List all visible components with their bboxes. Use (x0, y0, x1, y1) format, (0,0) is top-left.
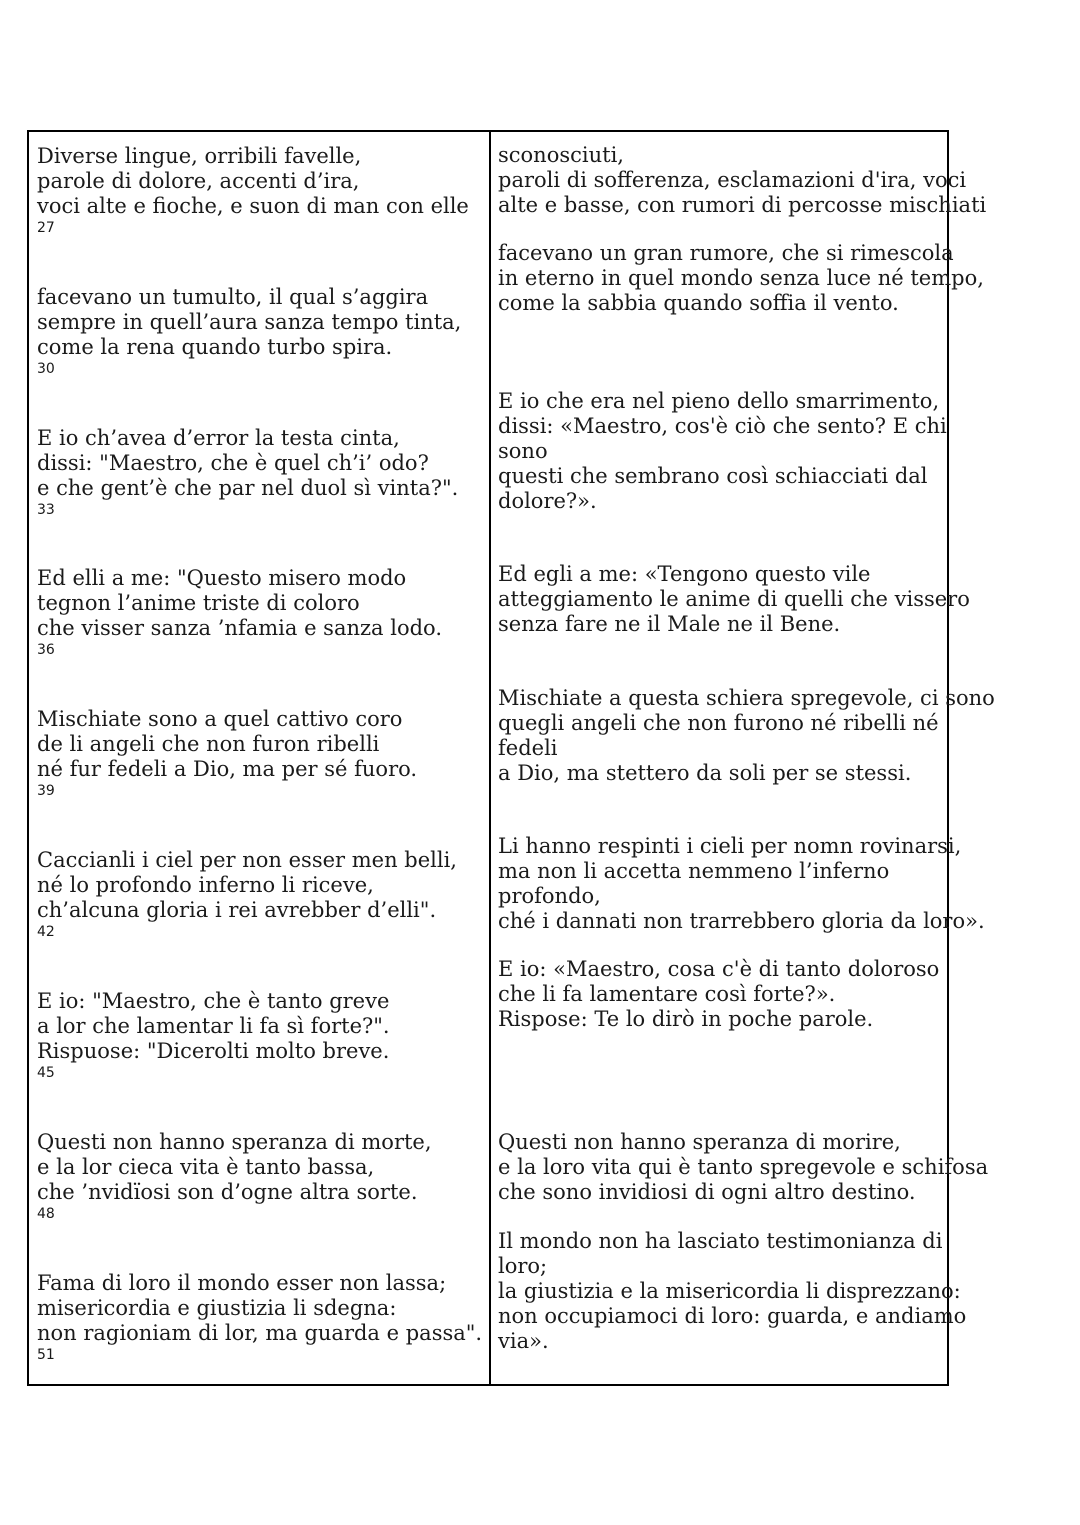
original-verse-line: Ed elli a me: "Questo misero modo (37, 566, 407, 590)
translation-stanza (498, 686, 995, 786)
translation-verse-line: dolore?». (498, 489, 597, 513)
original-verse-line: Caccianli i ciel per non esser men belli, (37, 848, 457, 872)
original-verse-line: sempre in quell’aura sanza tempo tinta, (37, 310, 462, 334)
verse-number: 27 (37, 220, 55, 236)
translation-verse-line: ché i dannati non trarrebbero gloria da loro». (498, 909, 985, 933)
translation-verse-line: Questi non hanno speranza di morire, (498, 1130, 901, 1154)
translation-column (498, 132, 995, 1384)
original-verse-line: ch’alcuna gloria i rei avrebber d’elli". (37, 898, 437, 922)
original-stanza (37, 707, 482, 800)
translation-verse-line: fedeli (498, 736, 558, 760)
original-stanza (37, 989, 482, 1082)
translation-verse-line: che sono invidiosi di ogni altro destino. (498, 1180, 916, 1204)
translation-verse-line: via». (498, 1329, 549, 1353)
translation-verse-line: dissi: «Maestro, cos'è ciò che sento? E chi (498, 414, 947, 438)
verse-number: 30 (37, 361, 55, 377)
original-verse-line: tegnon l’anime triste di coloro (37, 591, 360, 615)
original-verse-line: e che gent’è che par nel duol sì vinta?". (37, 476, 459, 500)
translation-verse-line: e la loro vita qui è tanto spregevole e schifosa (498, 1155, 989, 1179)
translation-verse-line: Il mondo non ha lasciato testimonianza di (498, 1229, 943, 1253)
translation-verse-line: Li hanno respinti i cieli per nomn rovinarsi, (498, 834, 962, 858)
translation-stanza (498, 1229, 967, 1354)
original-verse-line: Fama di loro il mondo esser non lassa; (37, 1271, 447, 1295)
translation-verse-line: ma non li accetta nemmeno l’inferno (498, 859, 890, 883)
translation-verse-line: Rispose: Te lo dirò in poche parole. (498, 1007, 874, 1031)
original-verse-line: misericordia e giustizia li sdegna: (37, 1296, 397, 1320)
original-text-column (37, 132, 482, 1384)
original-verse-line: come la rena quando turbo spira. (37, 335, 393, 359)
translation-stanza (498, 957, 943, 1032)
original-verse-line: dissi: "Maestro, che è quel ch’i’ odo? (37, 451, 429, 475)
column-divider (489, 132, 491, 1384)
translation-stanza (498, 241, 984, 316)
translation-verse-line: Ed egli a me: «Tengono questo vile (498, 562, 871, 586)
translation-verse-line: questi che sembrano così schiacciati dal (498, 464, 928, 488)
translation-verse-line: che li fa lamentare così forte?». (498, 982, 836, 1006)
original-verse-line: né lo profondo inferno li riceve, (37, 873, 374, 897)
original-stanza (37, 1271, 482, 1364)
translation-verse-line: sono (498, 439, 548, 463)
translation-verse-line: Mischiate a questa schiera spregevole, ci sono (498, 686, 995, 710)
translation-verse-line: come la sabbia quando soffia il vento. (498, 291, 899, 315)
verse-number: 48 (37, 1206, 55, 1222)
translation-verse-line: in eterno in quel mondo senza luce né tempo, (498, 266, 984, 290)
original-verse-line: voci alte e fioche, e suon di man con elle (37, 194, 469, 218)
translation-stanza (498, 389, 947, 514)
original-verse-line: che visser sanza ’nfamia e sanza lodo. (37, 616, 442, 640)
original-verse-line: non ragioniam di lor, ma guarda e passa". (37, 1321, 483, 1345)
original-verse-line: E io: "Maestro, che è tanto greve (37, 989, 390, 1013)
original-verse-line: a lor che lamentar li fa sì forte?". (37, 1014, 390, 1038)
translation-stanza (498, 1130, 989, 1205)
original-verse-line: E io ch’avea d’error la testa cinta, (37, 426, 400, 450)
translation-stanza (498, 562, 970, 637)
translation-verse-line: paroli di sofferenza, esclamazioni d'ira, voci (498, 168, 967, 192)
original-verse-line: Diverse lingue, orribili favelle, (37, 144, 362, 168)
translation-verse-line: facevano un gran rumore, che si rimescola (498, 241, 954, 265)
translation-verse-line: profondo, (498, 884, 601, 908)
translation-verse-line: non occupiamoci di loro: guarda, e andiamo (498, 1304, 967, 1328)
verse-number: 39 (37, 783, 55, 799)
verse-number: 51 (37, 1347, 55, 1363)
translation-verse-line: alte e basse, con rumori di percosse mischiati (498, 193, 987, 217)
translation-stanza (498, 143, 987, 218)
original-stanza (37, 144, 482, 237)
original-verse-line: e la lor cieca vita è tanto bassa, (37, 1155, 375, 1179)
translation-stanza (498, 834, 985, 934)
original-verse-line: Rispuose: "Dicerolti molto breve. (37, 1039, 390, 1063)
verse-number: 42 (37, 924, 55, 940)
original-verse-line: Questi non hanno speranza di morte, (37, 1130, 432, 1154)
translation-verse-line: sconosciuti, (498, 143, 624, 167)
translation-verse-line: senza fare ne il Male ne il Bene. (498, 612, 841, 636)
translation-verse-line: la giustizia e la misericordia li disprezzano: (498, 1279, 961, 1303)
translation-verse-line: E io che era nel pieno dello smarrimento, (498, 389, 940, 413)
translation-verse-line: a Dio, ma stettero da soli per se stessi. (498, 761, 912, 785)
original-verse-line: né fur fedeli a Dio, ma per sé fuoro. (37, 757, 418, 781)
original-stanza (37, 426, 482, 519)
original-verse-line: parole di dolore, accenti d’ira, (37, 169, 360, 193)
original-stanza (37, 848, 482, 941)
original-verse-line: Mischiate sono a quel cattivo coro (37, 707, 403, 731)
original-stanza (37, 566, 482, 659)
translation-verse-line: atteggiamento le anime di quelli che vissero (498, 587, 970, 611)
comparison-table (27, 130, 995, 1386)
original-stanza (37, 1130, 482, 1223)
original-verse-line: che ’nvidïosi son d’ogne altra sorte. (37, 1180, 418, 1204)
verse-number: 33 (37, 502, 55, 518)
original-stanza (37, 285, 482, 378)
verse-number: 45 (37, 1065, 55, 1081)
translation-verse-line: quegli angeli che non furono né ribelli né (498, 711, 939, 735)
translation-verse-line: loro; (498, 1254, 548, 1278)
translation-verse-line: E io: «Maestro, cosa c'è di tanto doloroso (498, 957, 940, 981)
original-verse-line: de li angeli che non furon ribelli (37, 732, 380, 756)
verse-number: 36 (37, 642, 55, 658)
original-verse-line: facevano un tumulto, il qual s’aggira (37, 285, 429, 309)
